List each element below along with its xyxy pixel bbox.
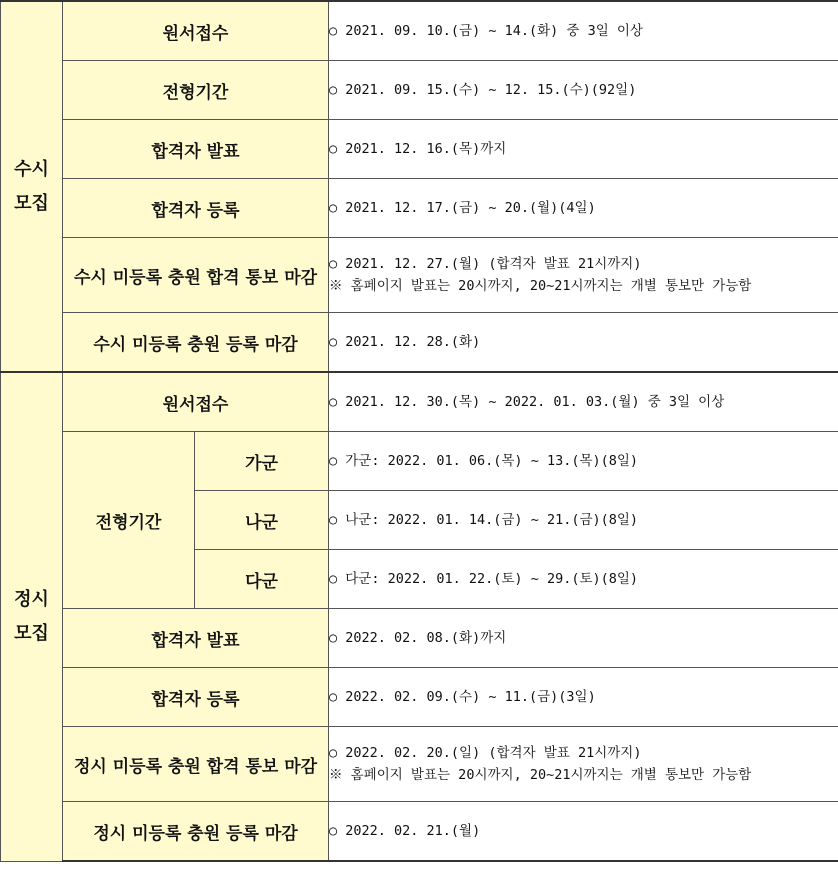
jeongsi-group-da-value: ○ 다군: 2022. 01. 22.(토) ~ 29.(토)(8일) <box>329 550 838 609</box>
susi-screening-label: 전형기간 <box>63 61 329 120</box>
jeongsi-group-ga-value: ○ 가군: 2022. 01. 06.(목) ~ 13.(목)(8일) <box>329 432 838 491</box>
jeongsi-category-label-2: 모집 <box>14 622 49 644</box>
jeongsi-application-label: 원서접수 <box>63 372 329 432</box>
susi-category-label-2: 모집 <box>14 192 49 214</box>
jeongsi-additional-notice-value: ○ 2022. 02. 20.(일) (합격자 발표 21시까지) ※ 홈페이지 발표는 20시까지, 20~21시까지는 개별 통보만 가능함 <box>329 727 838 802</box>
jeongsi-application-value: ○ 2021. 12. 30.(목) ~ 2022. 01. 03.(월) 중 3일 이상 <box>329 372 838 432</box>
susi-row-screening <box>1 61 838 120</box>
jeongsi-registration-label: 합격자 등록 <box>63 668 329 727</box>
jeongsi-category-cell <box>1 372 63 861</box>
jeongsi-registration-value: ○ 2022. 02. 09.(수) ~ 11.(금)(3일) <box>329 668 838 727</box>
susi-additional-notice-label: 수시 미등록 충원 합격 통보 마감 <box>63 238 329 313</box>
susi-registration-value: ○ 2021. 12. 17.(금) ~ 20.(월)(4일) <box>329 179 838 238</box>
jeongsi-row-announcement <box>1 609 838 668</box>
jeongsi-additional-registration-value: ○ 2022. 02. 21.(월) <box>329 802 838 862</box>
jeongsi-category-label-1: 정시 <box>14 588 49 610</box>
susi-category-cell <box>1 1 63 372</box>
susi-registration-label: 합격자 등록 <box>63 179 329 238</box>
susi-application-value: ○ 2021. 09. 10.(금) ~ 14.(화) 중 3일 이상 <box>329 1 838 61</box>
jeongsi-row-additional-registration <box>1 802 838 862</box>
jeongsi-group-na-value: ○ 나군: 2022. 01. 14.(금) ~ 21.(금)(8일) <box>329 491 838 550</box>
jeongsi-additional-registration-label: 정시 미등록 충원 등록 마감 <box>63 802 329 862</box>
susi-category-label-1: 수시 <box>14 158 49 180</box>
jeongsi-row-group-ga <box>1 432 838 491</box>
jeongsi-group-da-label: 다군 <box>195 550 329 609</box>
jeongsi-announcement-label: 합격자 발표 <box>63 609 329 668</box>
susi-row-additional-notice <box>1 238 838 313</box>
susi-row-additional-registration <box>1 313 838 373</box>
susi-announcement-label: 합격자 발표 <box>63 120 329 179</box>
jeongsi-announcement-value: ○ 2022. 02. 08.(화)까지 <box>329 609 838 668</box>
susi-additional-registration-value: ○ 2021. 12. 28.(화) <box>329 313 838 373</box>
susi-row-registration <box>1 179 838 238</box>
susi-row-announcement <box>1 120 838 179</box>
susi-row-application <box>1 1 838 61</box>
jeongsi-group-na-label: 나군 <box>195 491 329 550</box>
susi-additional-registration-label: 수시 미등록 충원 등록 마감 <box>63 313 329 373</box>
jeongsi-row-application <box>1 372 838 432</box>
susi-announcement-value: ○ 2021. 12. 16.(목)까지 <box>329 120 838 179</box>
susi-screening-value: ○ 2021. 09. 15.(수) ~ 12. 15.(수)(92일) <box>329 61 838 120</box>
susi-additional-notice-value: ○ 2021. 12. 27.(월) (합격자 발표 21시까지) ※ 홈페이지 발표는 20시까지, 20~21시까지는 개별 통보만 가능함 <box>329 238 838 313</box>
jeongsi-row-additional-notice <box>1 727 838 802</box>
jeongsi-additional-notice-label: 정시 미등록 충원 합격 통보 마감 <box>63 727 329 802</box>
jeongsi-group-ga-label: 가군 <box>195 432 329 491</box>
susi-application-label: 원서접수 <box>63 1 329 61</box>
jeongsi-row-registration <box>1 668 838 727</box>
jeongsi-screening-label: 전형기간 <box>63 432 195 609</box>
